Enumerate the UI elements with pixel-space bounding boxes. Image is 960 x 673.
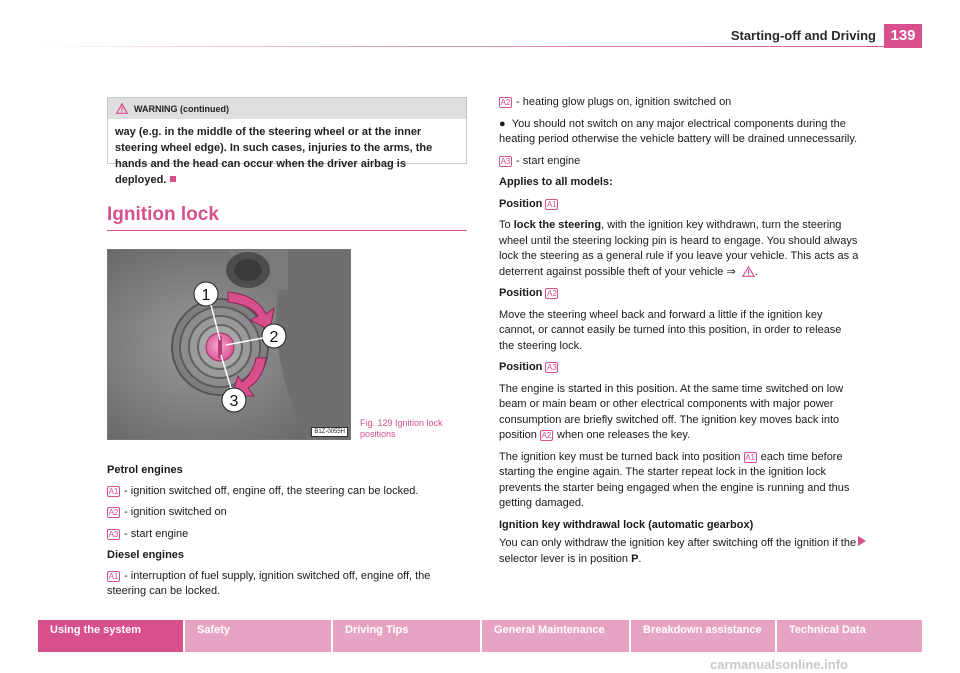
page-number: 139 bbox=[884, 24, 922, 48]
petrol-item: A1 - ignition switched off, engine off, the steering can be locked. bbox=[108, 484, 419, 497]
position-badge: A1 bbox=[745, 452, 755, 462]
position-badge: A2 bbox=[547, 289, 557, 298]
diesel-item: A1 - interruption of fuel supply, ignition switched off, engine off, the steering can be locked. bbox=[107, 569, 431, 597]
position-3-heading: Position A3 bbox=[499, 361, 557, 373]
chapter-title: Starting-off and Driving bbox=[730, 28, 876, 43]
petrol-item: A3 - start engine bbox=[108, 527, 189, 540]
figure-code: B1Z-0055H bbox=[311, 427, 348, 437]
nav-breakdown-assistance[interactable]: Breakdown assistance bbox=[631, 620, 775, 652]
warning-header bbox=[108, 98, 466, 119]
glow-plug-item: A2 - heating glow plugs on, ignition switched on bbox=[500, 96, 732, 108]
position-3-text: The engine is started in this position. At the same time switched on low beam or main beam or other electrical components with major power consumption are briefly switched off. The ignition key moves back into position A2 when one releases the key. bbox=[499, 382, 844, 441]
warning-text: way (e.g. in the middle of the steering wheel or at the inner steering wheel edge). In such cases, injuries to the arms, the hands and the head can occur when the driver airbag is deployed. bbox=[115, 126, 433, 186]
position-badge: A1 bbox=[108, 571, 119, 581]
section-rule bbox=[107, 230, 467, 231]
nav-technical-data[interactable]: Technical Data bbox=[777, 620, 922, 652]
all-models-heading: Applies to all models: bbox=[499, 176, 613, 188]
continue-arrow-icon bbox=[858, 536, 866, 546]
position-badge: A2 bbox=[500, 98, 511, 107]
chapter-nav bbox=[38, 620, 922, 652]
position-badge: A2 bbox=[108, 508, 119, 517]
warning-triangle-icon bbox=[742, 266, 755, 277]
callout-3: 3 bbox=[229, 393, 239, 410]
position-1-text: To lock the steering, with the ignition key withdrawn, turn the steering wheel until the steering locking pin is heard to engage. You should always lock the steering as a general rule if you leave your vehicle. This acts as a deterrent against possible theft of your vehicle ⇒ . bbox=[499, 219, 859, 278]
position-2-text: Move the steering wheel back and forward a little if the ignition key cannot, or cannot easily be turned into this position, in order to release the steering lock. bbox=[499, 308, 842, 352]
warning-heading: WARNING (continued) bbox=[134, 103, 229, 114]
right-column bbox=[499, 95, 859, 567]
ignition-lock-illustration bbox=[108, 250, 351, 440]
diesel-heading: Diesel engines bbox=[107, 549, 185, 561]
callout-2: 2 bbox=[269, 329, 279, 346]
position-badge: A1 bbox=[108, 486, 119, 496]
bullet-note: ● You should not switch on any major electrical components during the heating period otherwise the vehicle battery will be drained unnecessarily. bbox=[499, 117, 858, 145]
ignition-lock-figure bbox=[107, 249, 351, 440]
start-item: A3 - start engine bbox=[500, 154, 581, 167]
watermark: carmanualsonline.info bbox=[710, 657, 848, 672]
nav-safety[interactable]: Safety bbox=[185, 620, 331, 652]
callout-1: 1 bbox=[201, 287, 211, 304]
figure-caption: Fig. 129 Ignition lock positions bbox=[360, 418, 443, 439]
withdrawal-heading: Ignition key withdrawal lock (automatic gearbox) bbox=[499, 518, 754, 531]
turn-back-text: The ignition key must be turned back into position A1 each time before starting the engine again. The starter repeat lock in the ignition lock prevents the starter being engaged when the engine is running and thus getting damaged. bbox=[499, 450, 850, 509]
position-badge: A3 bbox=[547, 363, 557, 372]
position-1-heading: Position A1 bbox=[499, 197, 557, 210]
position-badge: A1 bbox=[547, 199, 557, 209]
header-rule bbox=[38, 46, 922, 47]
section-title: Ignition lock bbox=[107, 204, 219, 225]
warning-triangle-icon bbox=[116, 103, 128, 114]
nav-general-maintenance[interactable]: General Maintenance bbox=[482, 620, 629, 652]
nav-using-the-system[interactable]: Using the system bbox=[38, 620, 183, 652]
position-badge: A2 bbox=[541, 431, 552, 440]
bullet-icon: ● bbox=[499, 117, 512, 130]
nav-driving-tips[interactable]: Driving Tips bbox=[333, 620, 480, 652]
warning-box bbox=[107, 97, 467, 186]
petrol-heading: Petrol engines bbox=[107, 464, 183, 476]
withdrawal-text: You can only withdraw the ignition key after switching off the ignition if the selector lever is in position P. bbox=[499, 537, 857, 565]
petrol-item: A2 - ignition switched on bbox=[108, 506, 227, 518]
left-column bbox=[107, 463, 467, 600]
end-marker-icon bbox=[170, 176, 176, 182]
position-2-heading: Position A2 bbox=[499, 287, 557, 299]
position-badge: A3 bbox=[108, 529, 119, 539]
position-badge: A3 bbox=[500, 156, 511, 166]
